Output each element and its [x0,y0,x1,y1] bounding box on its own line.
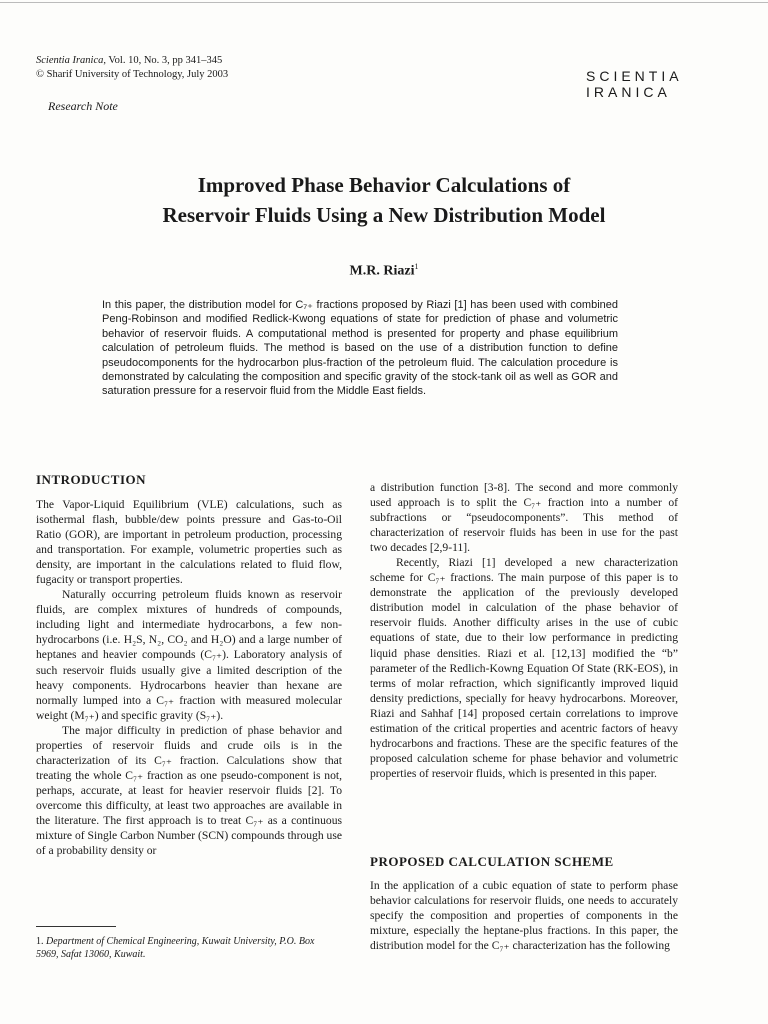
author-line [0,262,768,280]
top-rule [0,2,768,3]
journal-citation [36,54,228,82]
intro-paragraph-3: The major difficulty in prediction of phase behavior and properties of reservoir fluids and crude oils is in the characterization of its C₇₊ fraction. Calculations show that treating the whole C₇₊ fraction as one pseudo-component is not, perhaps, accurate, at least for heavier reservoir fluids [2]. To overcome this difficulty, at least two approaches are available in the literature. The first approach is to treat C₇₊ as a continuous mixture of Single Carbon Number (SCN) compounds through use of a probability density or [36,723,342,858]
footnote [36,935,336,961]
author-name: M.R. Riazi [349,263,415,279]
footnote-number: 1. [36,936,44,947]
paper-title [0,170,768,230]
copyright-line: © Sharif University of Technology, July 2003 [36,69,229,80]
section-type-label: Research Note [48,99,118,113]
footnote-rule [36,926,116,927]
proposed-scheme-heading: PROPOSED CALCULATION SCHEME [370,854,614,869]
footnote-text: Department of Chemical Engineering, Kuwait University, P.O. Box 5969, Safat 13060, Kuwait. [36,936,315,960]
title-line-1: Improved Phase Behavior Calculations of [197,173,571,197]
author-affiliation-mark: 1 [414,262,419,271]
volume-pages: , Vol. 10, No. 3, pp 341–345 [103,55,223,66]
intro-paragraph-2: Naturally occurring petroleum fluids known as reservoir fluids, are complex mixtures of hundreds of compounds, including light and intermediate hydrocarbons, a few non-hydrocarbons (i.e. H₂S, N₂, CO₂ and H₂O) and a large number of heptanes and heavier compounds (C₇₊). Laboratory analysis of such reservoir fluids usually give a limited description of the heavy components. Hydrocarbons heavier than hexane are normally lumped into a C₇₊ fraction with measured molecular weight (M₇₊) and specific gravity (S₇₊). [36,588,342,722]
introduction-heading: INTRODUCTION [36,472,147,487]
brand-line-2: IRANICA [586,84,671,100]
intro-paragraph-4: a distribution function [3-8]. The second and more commonly used approach is to split the C₇₊ fraction into a number of subfractions or “pseudocomponents”. This method of characterization of reservoir fluids has been in use for the past two decades [2,9-11]. [370,481,678,555]
right-column [370,480,678,781]
brand-line-1: SCIENTIA [586,68,683,84]
abstract: In this paper, the distribution model for C₇₊ fractions proposed by Riazi [1] has been used with combined Peng-Robinson and modified Redlick-Kwong equations of state for prediction of phase and volumetric behavior of reservoir fluids. A computational method is presented for property and phase equilibrium calculation of petroleum fluids. The method is based on the use of a distribution function to define pseudocomponents for the hydrocarbon plus-fraction of the petroleum fluid. The calculation procedure is demonstrated by calculating the composition and specific gravity of the stock-tank oil as well as GOR and saturation pressure for a reservoir fluid from the Middle East fields. [102,299,618,398]
intro-paragraph-1: The Vapor-Liquid Equilibrium (VLE) calculations, such as isothermal flash, bubble/dew points pressure and Gas-to-Oil Ratio (GOR), are important in petroleum production, processing and transportation. For example, volumetric properties such as density, are important in the calculations related to fluid flow, fugacity or transport properties. [36,498,342,587]
title-line-2: Reservoir Fluids Using a New Distribution Model [162,203,606,227]
journal-brand [586,68,683,100]
intro-paragraph-5: Recently, Riazi [1] developed a new characterization scheme for C₇₊ fractions. The main purpose of this paper is to demonstrate the application of the previously developed distribution model in calculation of the phase behavior of reservoir fluids. Another difficulty arises in the use of cubic equations of state, due to their low performance in predicting liquid phase densities. Riazi et al. [12,13] modified the “b” parameter of the Redlich-Kowng Equation Of State (RK-EOS), in terms of molar refraction, which significantly improved liquid density predictions, specially for heavy hydrocarbons. Moreover, Riazi and Sahhaf [14] proposed certain correlations to improve estimation of the critical properties and acentric factors of heavy hydrocarbons and fractions. These are the specific features of the proposed calculation scheme for phase behavior and volumetric properties of reservoir fluids, which is presented in this paper. [370,556,678,780]
journal-name: Scientia Iranica [36,55,104,66]
proposed-scheme-text [370,878,678,953]
proposed-paragraph-1: In the application of a cubic equation of state to perform phase behavior calculations for reservoir fluids, one needs to accurately specify the composition and properties of components in the mixture, especially the heptane-plus fractions. In this paper, the distribution model for the C₇₊ characterization has the following [370,879,678,953]
left-column [36,497,342,858]
